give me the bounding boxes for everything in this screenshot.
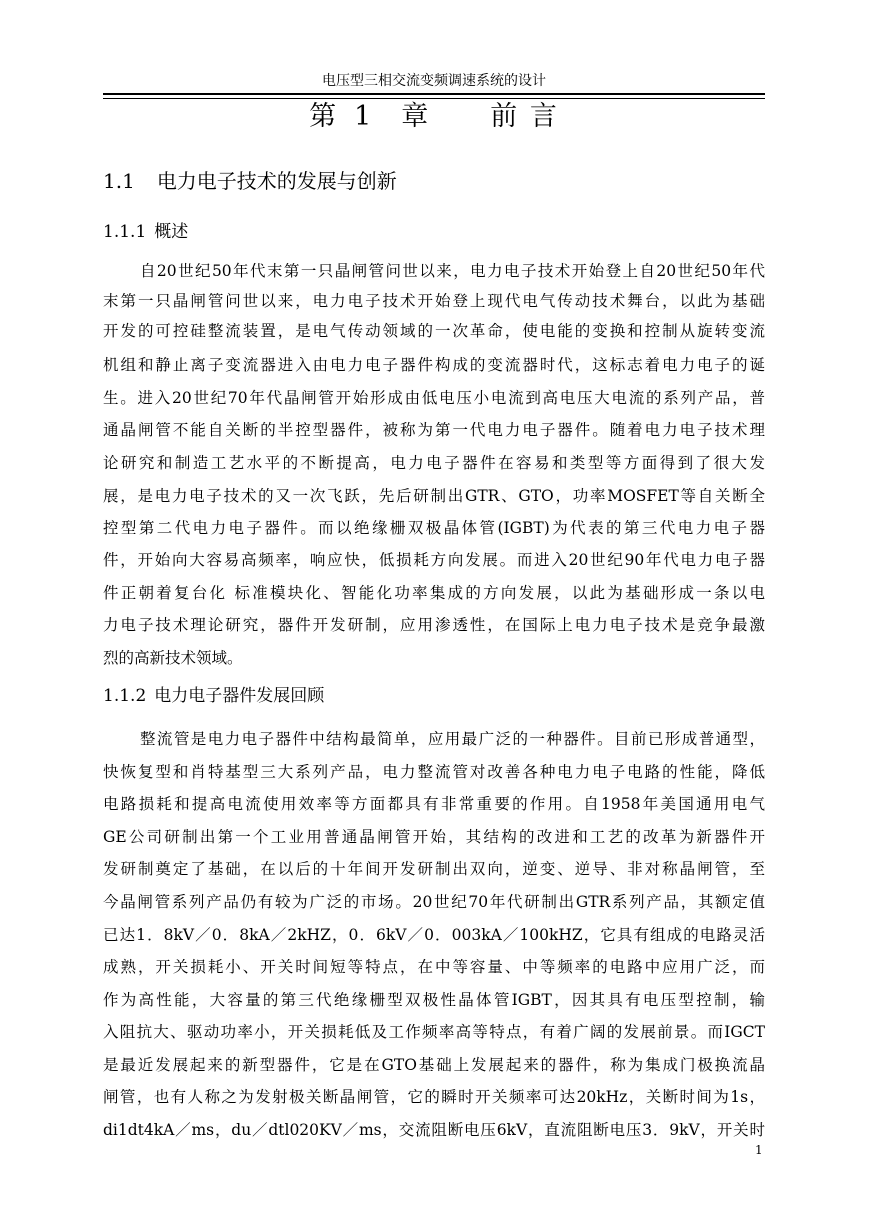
text-line: 自20世纪50年代末第一只晶闸管问世以来，电力电子技术开始登上自20世纪50年代 [140,262,765,280]
chapter-name: 前 言 [490,101,559,132]
text-line: di1dt4kA／ms，du／dtl020KV／ms，交流阻断电压6kV，直流阻断电压3．9kV，开关时 [103,1121,765,1139]
section-number: 1.1 [103,169,135,193]
text-line: 入阻抗大、驱动功率小，开关损耗低及工作频率高等特点，有着广阔的发展前景。而IGCT [103,1023,765,1041]
text-line: 力电子技术理论研究，器件开发研制，应用渗透性，在国际上电力电子技术是竞争最激 [103,616,765,634]
subsection-heading-1-1-2 [103,684,324,708]
text-line: 整流管是电力电子器件中结构最简单，应用最广泛的一种器件。目前已形成普通型， [140,730,765,748]
subsection-number: 1.1.1 [103,222,147,242]
text-line: 机组和静止离子变流器进入由电力电子器件构成的变流器时代，这标志着电力电子的诞 [103,356,765,374]
subsection-title: 电力电子器件发展回顾 [154,686,325,706]
running-header: 电压型三相交流变频调速系统的设计 [322,73,546,89]
header-rule-thick [103,93,765,95]
text-line: 末第一只晶闸管问世以来，电力电子技术开始登上现代电气传动技术舞台，以此为基础 [103,292,765,310]
text-line: 是最近发展起来的新型器件，它是在GTO基础上发展起来的器件，称为集成门极换流晶 [103,1056,765,1074]
subsection-heading-1-1-1 [103,220,188,244]
text-line: 今晶闸管系列产品仍有较为广泛的市场。20世纪70年代研制出GTR系列产品，其额定值 [103,893,765,911]
text-line: 控型第二代电力电子器件。而以绝缘栅双极晶体管(IGBT)为代表的第三代电力电子器 [103,519,765,537]
text-line: 作为高性能，大容量的第三代绝缘栅型双极性晶体管IGBT，因其具有电压型控制，输 [103,991,765,1009]
header-rule-thin [103,98,765,99]
text-line: 烈的高新技术领域。 [103,649,243,667]
text-line: 发研制奠定了基础，在以后的十年间开发研制出双向，逆变、逆导、非对称晶闸管，至 [103,860,765,878]
text-line: 快恢复型和肖特基型三大系列产品，电力整流管对改善各种电力电子电路的性能，降低 [103,763,765,781]
chapter-prefix: 第 [309,101,339,132]
text-line: 成熟，开关损耗小、开关时间短等特点，在中等容量、中等频率的电路中应用广泛，而 [103,958,765,976]
text-line: 件正朝着复台化 标准模块化、智能化功率集成的方向发展，以此为基础形成一条以电 [103,584,765,602]
text-line: 件，开始向大容易高频率，响应快，低损耗方向发展。而进入20世纪90年代电力电子器 [103,551,765,569]
page-number: 1 [755,1143,763,1157]
text-line: 电路损耗和提高电流使用效率等方面都具有非常重要的作用。自1958年美国通用电气 [103,795,765,813]
text-line: GE公司研制出第一个工业用普通晶闸管开始，其结构的改进和工艺的改革为新器件开 [103,828,765,846]
text-line: 生。进入20世纪70年代晶闸管开始形成由低电压小电流到高电压大电流的系列产品，普 [103,389,765,407]
subsection-title: 概述 [154,222,189,242]
chapter-suffix: 章 [401,101,431,132]
chapter-title [103,100,765,134]
text-line: 已达1．8kV／0．8kA／2kHZ，0．6kV／0．003kA／100kHZ，它具有组成的电路灵活 [103,926,765,944]
text-line: 论研究和制造工艺水平的不断提高，电力电子器件在容易和类型等方面得到了很大发 [103,454,765,472]
section-heading-1-1 [103,168,397,194]
text-line: 通晶闸管不能自关断的半控型器件，被称为第一代电力电子器件。随着电力电子技术理 [103,421,765,439]
text-line: 闸管，也有人称之为发射极关断晶闸管，它的瞬时开关频率可达20kHz，关断时间为1s， [103,1088,765,1106]
chapter-number: 1 [354,101,374,132]
subsection-number: 1.1.2 [103,686,147,706]
text-line: 展，是电力电子技术的又一次飞跃，先后研制出GTR、GTO，功率MOSFET等自关断全 [103,487,765,505]
section-title: 电力电子技术的发展与创新 [156,169,397,193]
text-line: 开发的可控硅整流装置，是电气传动领域的一次革命，使电能的变换和控制从旋转变流 [103,322,765,340]
